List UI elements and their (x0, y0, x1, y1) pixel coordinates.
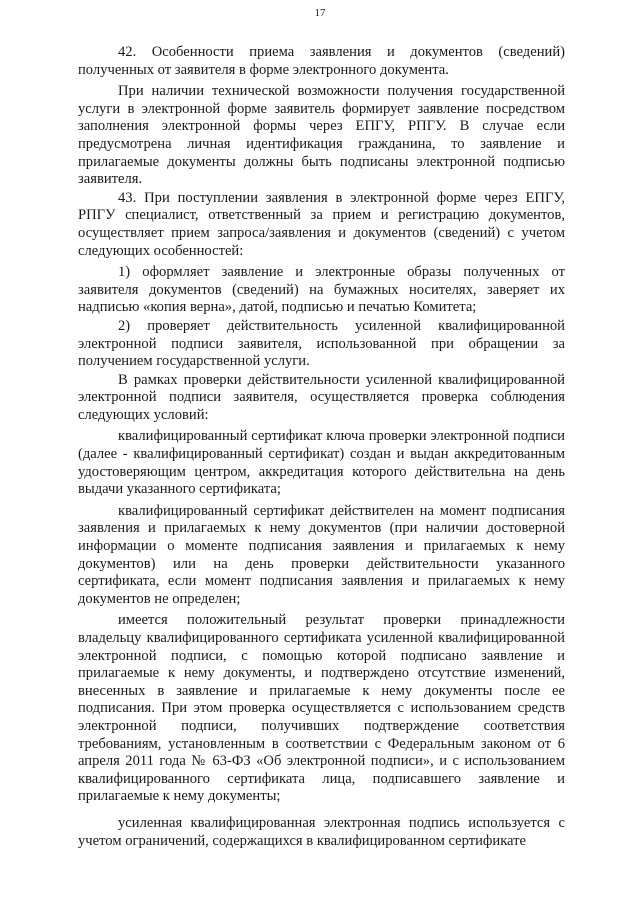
page-number: 17 (314, 7, 326, 19)
paragraph-electronic-form: При наличии технической возможности получения государственной услуги в электронной форме заявитель формирует заявление посредством заполнения электронной формы через ЕПГУ, РПГУ. В случае если предусмотрена личная идентификация гражданина, то заявление и прилагаемые документы должны быть подписаны электронной подписью заявителя. (78, 83, 565, 188)
condition-certificate-valid: квалифицированный сертификат действителен на момент подписания заявления и прилагаемых к нему документов (при наличии достоверной информации о моменте подписания заявления и прилагаемых к нему документов) или на день проверки действительности указанного сертификата, если момент подписания заявления и прилагаемых к нему документов не определен; (78, 502, 565, 607)
paragraph-43-intro: 43. При поступлении заявления в электронной форме через ЕПГУ, РПГУ специалист, ответственный за прием и регистрацию документов, осуществляет прием запроса/заявления и документов (сведений) с учетом следующих особенностей: (78, 189, 565, 259)
list-item-2: 2) проверяет действительность усиленной квалифицированной электронной подписи заявителя, использованной при обращении за получением государственной услуги. (78, 317, 565, 370)
document-body (78, 44, 565, 850)
paragraph-42-heading: 42. Особенности приема заявления и документов (сведений) полученных от заявителя в форме электронного документа. (78, 44, 565, 78)
paragraph-verification-conditions: В рамках проверки действительности усиленной квалифицированной электронной подписи заявителя, осуществляется проверка соблюдения следующих условий: (78, 371, 565, 423)
list-item-1: 1) оформляет заявление и электронные образы полученных от заявителя документов (сведений) на бумажных носителях, заверяет их надписью «копия верна», датой, подписью и печатью Комитета; (78, 264, 565, 316)
condition-positive-check: имеется положительный результат проверки принадлежности владельцу квалифицированного сертификата усиленной квалифицированной электронной подписи, с помощью которой подписано заявление и прилагаемые к нему документы, и подтверждено отсутствие изменений, внесенных в заявление и прилагаемые к нему документы после ее подписания. При этом проверка осуществляется с использованием средств электронной подписи, получивших подтверждение соответствия требованиям, установленным в соответствии с Федеральным законом от 6 апреля 2011 года № 63-ФЗ «Об электронной подписи», и с использованием квалифицированного сертификата лица, подписавшего заявление и прилагаемые к нему документы; (78, 612, 565, 805)
condition-certificate-issued: квалифицированный сертификат ключа проверки электронной подписи (далее - квалифицированный сертификат) создан и выдан аккредитованным удостоверяющим центром, аккредитация которого действительна на день выдачи указанного сертификата; (78, 428, 565, 498)
condition-signature-restrictions: усиленная квалифицированная электронная подпись используется с учетом ограничений, содержащихся в квалифицированном сертификате (78, 814, 565, 849)
